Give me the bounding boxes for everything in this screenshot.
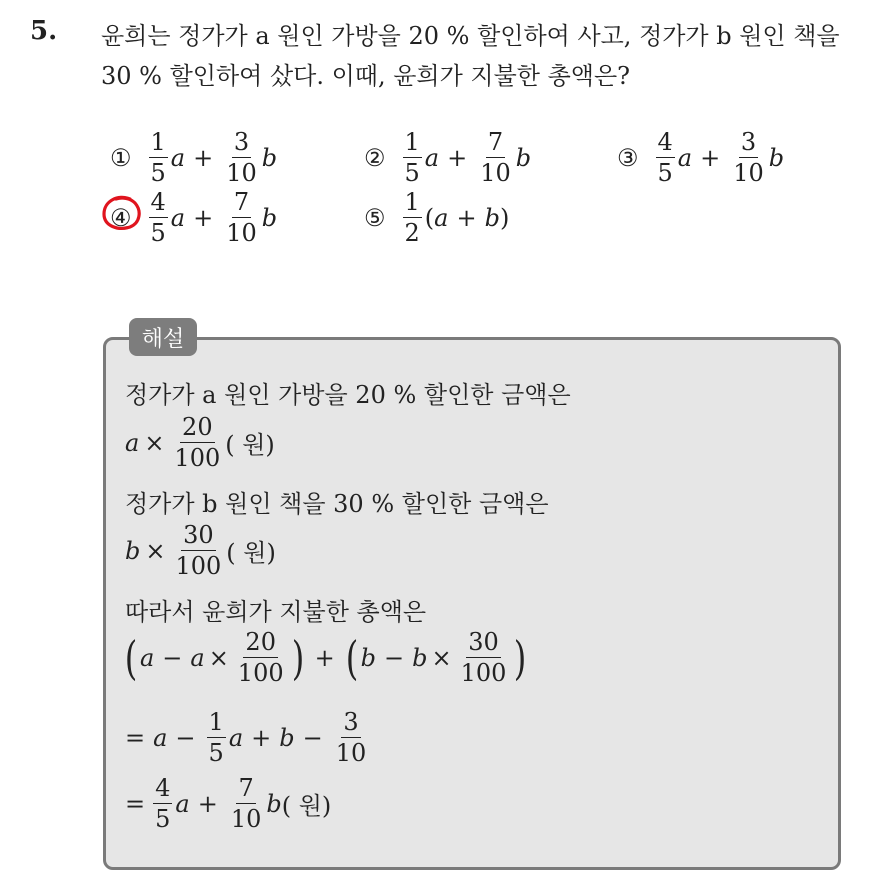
solution-line-4: b × $\frac{30}{100}$ ( 원): [125, 521, 276, 580]
option-2[interactable]: ② $\frac{1}{5}$ a + $\frac{7}{10}$ b: [364, 128, 532, 187]
option-3[interactable]: ③ $\frac{4}{5}$ a + $\frac{3}{10}$ b: [617, 128, 785, 187]
solution-line-2: a × $\frac{20}{100}$ ( 원): [125, 413, 275, 472]
fraction: $\frac{4}{5}$: [657, 128, 673, 187]
fraction: $\frac{1}{5}$: [404, 128, 420, 187]
solution-line-5: 따라서 윤희가 지불한 총액은: [125, 598, 427, 626]
option-3-mark: ③: [617, 143, 639, 172]
fraction: $\frac{3}{10}$: [733, 128, 764, 187]
selection-circle-mark: [100, 193, 144, 233]
option-2-mark: ②: [364, 143, 386, 172]
option-5-mark: ⑤: [364, 203, 386, 232]
solution-line-7: = a − $\frac{1}{5}$ a + b − $\frac{3}{10}$: [125, 708, 367, 767]
option-4-mark: ④: [110, 203, 132, 232]
fraction: $\frac{7}{10}$: [480, 128, 511, 187]
question-text-line-2: 30 % 할인하여 샀다. 이때, 윤희가 지불한 총액은?: [101, 62, 630, 90]
fraction: $\frac{1}{5}$: [150, 128, 166, 187]
option-4[interactable]: ④ $\frac{4}{5}$ a + $\frac{7}{10}$ b: [110, 188, 278, 247]
unit-label: ( 원): [225, 431, 275, 459]
solution-line-8: = $\frac{4}{5}$ a + $\frac{7}{10}$ b ( 원): [125, 774, 332, 833]
question-text-line-1: 윤희는 정가가 a 원인 가방을 20 % 할인하여 사고, 정가가 b 원인 책을: [101, 22, 840, 50]
fraction: $\frac{1}{2}$: [404, 188, 420, 247]
solution-line-6: ( a − a × $\frac{20}{100}$ ) + ( b − b × $\frac{30}{100}$ ): [124, 628, 527, 687]
fraction: $\frac{7}{10}$: [226, 188, 257, 247]
option-1[interactable]: ① $\frac{1}{5}$ a + $\frac{3}{10}$ b: [110, 128, 278, 187]
option-5[interactable]: ⑤ $\frac{1}{2}$ (a + b): [364, 188, 510, 247]
solution-line-3: 정가가 b 원인 책을 30 % 할인한 금액은: [125, 490, 549, 518]
fraction: $\frac{4}{5}$: [150, 188, 166, 247]
unit-label: ( 원): [281, 792, 332, 820]
solution-tag: 해설: [129, 318, 197, 356]
unit-label: ( 원): [226, 539, 276, 567]
question-number: 5.: [30, 16, 58, 46]
option-1-mark: ①: [110, 143, 132, 172]
solution-line-1: 정가가 a 원인 가방을 20 % 할인한 금액은: [125, 381, 571, 409]
fraction: $\frac{3}{10}$: [226, 128, 257, 187]
